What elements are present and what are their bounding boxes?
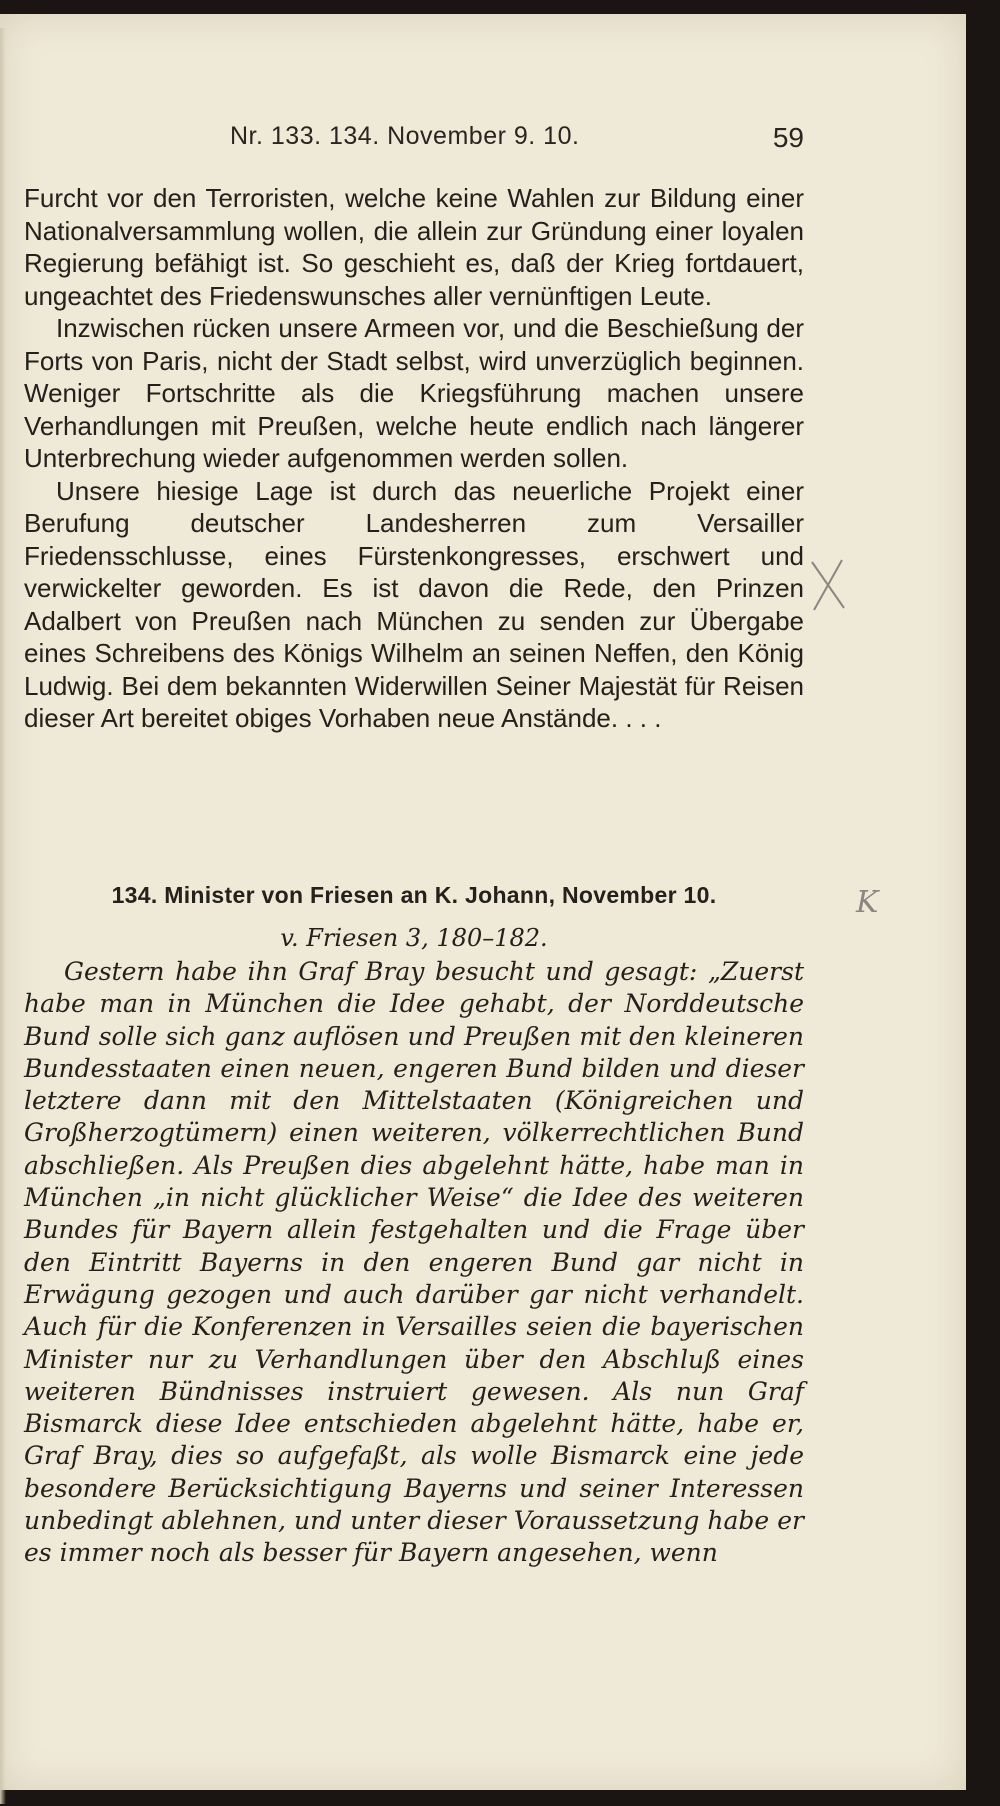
book-page [0,14,966,1790]
paragraph-2: Inzwischen rücken unsere Armeen vor, und die Beschießung der Forts von Paris, nicht der Stadt selbst, wird unverzüglich beginnen. Weniger Fortschritte als die Kriegsführung machen unsere Verhandlungen mit Preußen, welche heute endlich nach längerer Unterbrechung wieder aufgenommen werden sollen. [24,313,804,473]
page-number: 59 [772,122,804,153]
body-text [24,182,804,735]
pencil-k-mark [852,882,886,918]
document-source: v. Friesen 3, 180–182. [280,924,548,952]
document-heading: 134. Minister von Friesen an K. Johann, November 10. [111,882,717,908]
paragraph-1: Furcht vor den Terroristen, welche keine Wahlen zur Bildung einer Nationalversammlung wollen, die allein zur Gründung einer loyalen Regierung befähigt ist. So geschieht es, daß der Krieg fortdauert, ungeachtet des Friedenswunsches aller vernünftigen Leute. [24,183,804,311]
pencil-x-mark-icon [808,554,848,614]
pencil-k-mark-text: K [856,885,879,918]
document-text [24,956,804,1570]
document-paragraph: Gestern habe ihn Graf Bray besucht und gesagt: „Zuerst habe man in München die Idee gehabt, der Norddeutsche Bund solle sich ganz auflösen und Preußen mit den kleineren Bundesstaaten einen neuen, engeren Bund bilden und dieser letztere dann mit den Mittelstaaten (Königreichen und Großherzogtümern) einen weiteren, völkerrechtlichen Bund abschließen. Als Preußen dies abgelehnt hätte, habe man in München „in nicht glücklicher Weise“ die Idee des weiteren Bundes für Bayern allein festgehalten und die Frage über den Eintritt Bayerns in den engeren Bund gar nicht in Erwägung gezogen und auch darüber gar nicht verhandelt. Auch für die Konferenzen in Versailles seien die bayerischen Minister nur zu Verhandlungen über den Abschluß eines weiteren Bündnisses instruiert gewesen. Als nun Graf Bismarck diese Idee entschieden abgelehnt hätte, habe er, Graf Bray, dies so aufgefaßt, als wolle Bismarck eine jede besondere Berücksichtigung Bayerns und seiner Interessen unbedingt ablehnen, und unter dieser Voraussetzung habe er es immer noch als besser für Bayern angesehen, wenn [24,957,804,1568]
page-edge-shadow [0,28,6,1804]
page-header [24,122,804,162]
running-head: Nr. 133. 134. November 9. 10. [230,122,580,150]
paragraph-3: Unsere hiesige Lage ist durch das neuerliche Projekt einer Berufung deutscher Landesherren zum Versailler Friedensschlusse, eines Fürstenkongresses, erschwert und verwickelter geworden. Es ist davon die Rede, den Prinzen Adalbert von Preußen nach München zu senden zur Übergabe eines Schreibens des Königs Wilhelm an seinen Neffen, den König Ludwig. Bei dem bekannten Widerwillen Seiner Majestät für Reisen dieser Art bereitet obiges Vorhaben neue Anstände. . . . [24,475,804,733]
